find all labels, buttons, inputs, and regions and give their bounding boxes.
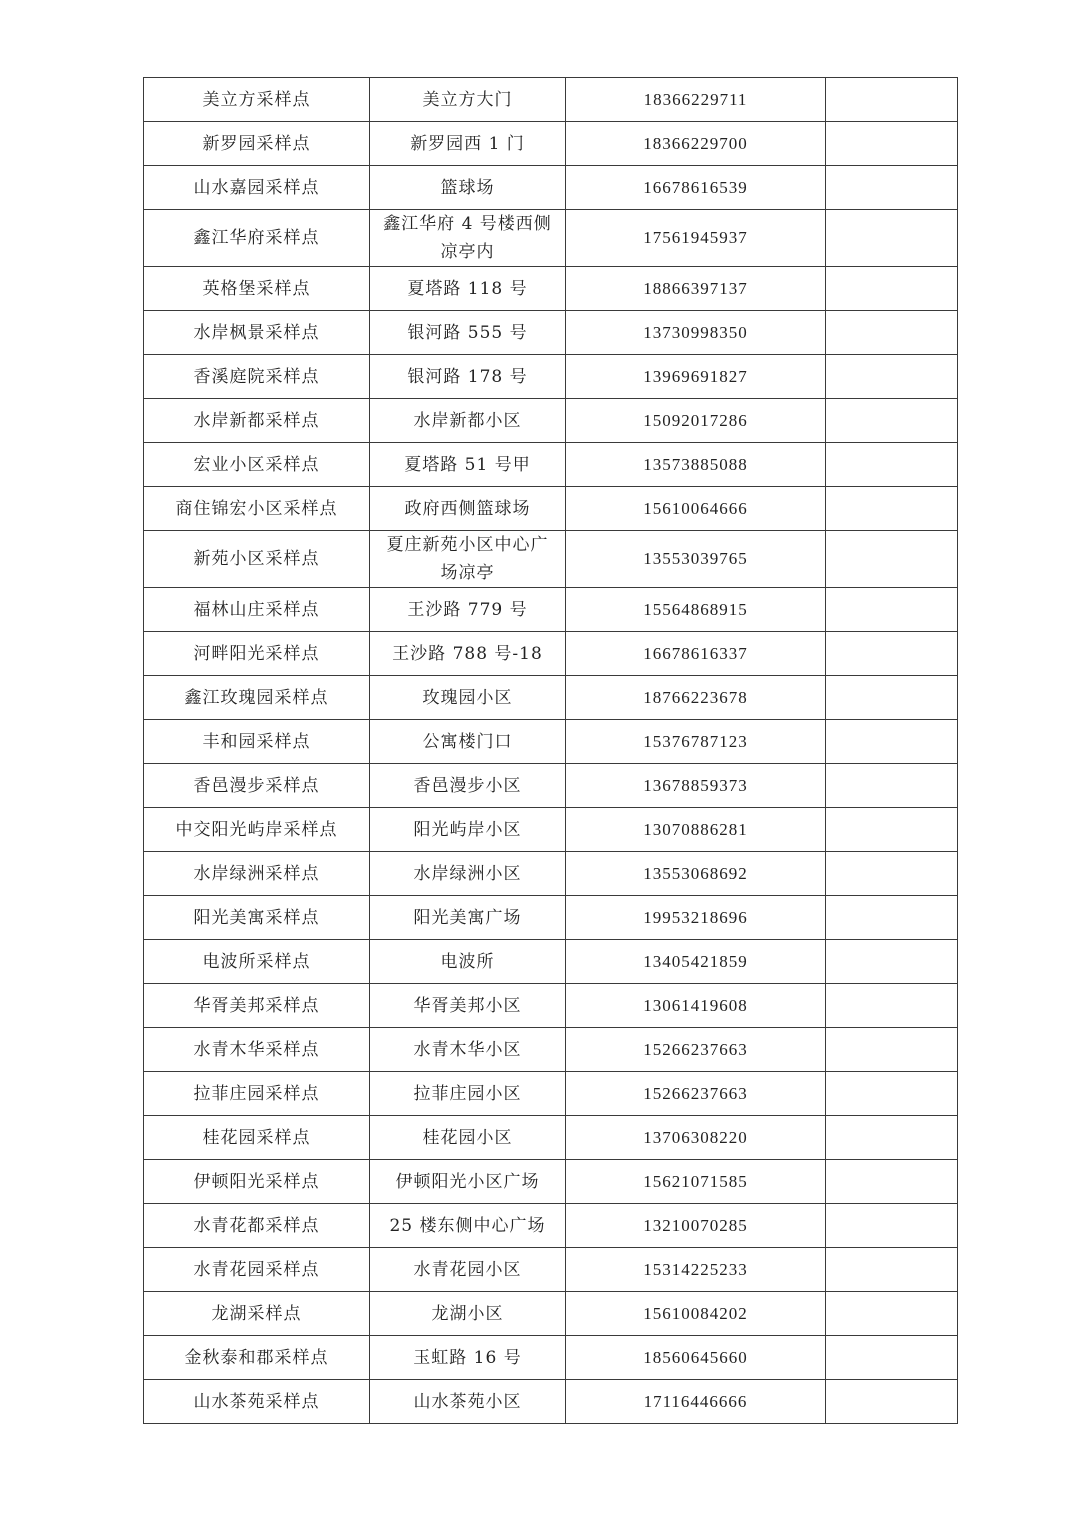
- address-text: 鑫江华府 4 号楼西侧凉亭内: [383, 214, 552, 262]
- note-cell: [826, 1248, 958, 1292]
- phone-cell: 13061419608: [566, 984, 826, 1028]
- phone-cell: 18866397137: [566, 267, 826, 311]
- phone-cell: 13730998350: [566, 311, 826, 355]
- note-cell: [826, 1204, 958, 1248]
- address-cell: [370, 1116, 566, 1160]
- address-cell: [370, 1380, 566, 1424]
- table-row: [144, 78, 958, 122]
- phone-cell: 13210070285: [566, 1204, 826, 1248]
- site-name-cell: 鑫江华府采样点: [144, 210, 370, 267]
- address-cell: [370, 1028, 566, 1072]
- site-name-cell: 中交阳光屿岸采样点: [144, 808, 370, 852]
- address-text: 伊顿阳光小区广场: [395, 1171, 540, 1192]
- address-text: 水岸绿洲小区: [413, 863, 522, 884]
- site-name-cell: 山水嘉园采样点: [144, 166, 370, 210]
- table-row: [144, 1028, 958, 1072]
- phone-cell: 15610084202: [566, 1292, 826, 1336]
- phone-cell: 18366229711: [566, 78, 826, 122]
- table-row: [144, 311, 958, 355]
- table-row: [144, 896, 958, 940]
- phone-cell: 13969691827: [566, 355, 826, 399]
- address-text: 龙湖小区: [431, 1303, 504, 1324]
- address-cell: [370, 676, 566, 720]
- address-cell: [370, 487, 566, 531]
- table-row: [144, 443, 958, 487]
- note-cell: [826, 808, 958, 852]
- table-row: [144, 676, 958, 720]
- address-cell: [370, 852, 566, 896]
- phone-cell: 15314225233: [566, 1248, 826, 1292]
- site-name-cell: 福林山庄采样点: [144, 588, 370, 632]
- table-row: [144, 1072, 958, 1116]
- site-name-cell: 拉菲庄园采样点: [144, 1072, 370, 1116]
- address-cell: [370, 764, 566, 808]
- site-name-cell: 水青木华采样点: [144, 1028, 370, 1072]
- table-row: [144, 531, 958, 588]
- note-cell: [826, 1116, 958, 1160]
- table-row: [144, 399, 958, 443]
- phone-cell: 17116446666: [566, 1380, 826, 1424]
- site-name-cell: 新罗园采样点: [144, 122, 370, 166]
- address-text: 山水茶苑小区: [413, 1391, 522, 1412]
- address-cell: [370, 122, 566, 166]
- phone-cell: 15266237663: [566, 1028, 826, 1072]
- phone-cell: 13573885088: [566, 443, 826, 487]
- note-cell: [826, 588, 958, 632]
- site-name-cell: 宏业小区采样点: [144, 443, 370, 487]
- table-row: [144, 632, 958, 676]
- site-name-cell: 商住锦宏小区采样点: [144, 487, 370, 531]
- address-cell: [370, 311, 566, 355]
- phone-cell: 15092017286: [566, 399, 826, 443]
- address-text: 夏庄新苑小区中心广场凉亭: [386, 535, 549, 583]
- table-row: [144, 588, 958, 632]
- note-cell: [826, 443, 958, 487]
- address-cell: [370, 896, 566, 940]
- table-row: [144, 984, 958, 1028]
- note-cell: [826, 355, 958, 399]
- note-cell: [826, 1028, 958, 1072]
- address-text: 银河路 555 号: [407, 322, 528, 343]
- table-row: [144, 487, 958, 531]
- note-cell: [826, 267, 958, 311]
- address-cell: [370, 1248, 566, 1292]
- site-name-cell: 山水茶苑采样点: [144, 1380, 370, 1424]
- note-cell: [826, 1292, 958, 1336]
- phone-cell: 19953218696: [566, 896, 826, 940]
- site-name-cell: 水青花园采样点: [144, 1248, 370, 1292]
- address-cell: [370, 399, 566, 443]
- note-cell: [826, 122, 958, 166]
- table-row: [144, 852, 958, 896]
- table-row: [144, 1204, 958, 1248]
- address-text: 王沙路 788 号-18: [392, 643, 543, 664]
- phone-cell: 15621071585: [566, 1160, 826, 1204]
- note-cell: [826, 1072, 958, 1116]
- phone-cell: 17561945937: [566, 210, 826, 267]
- table-row: [144, 122, 958, 166]
- note-cell: [826, 531, 958, 588]
- phone-cell: 15564868915: [566, 588, 826, 632]
- address-text: 新罗园西 1 门: [410, 133, 525, 154]
- sampling-sites-table: [143, 77, 958, 1424]
- note-cell: [826, 720, 958, 764]
- note-cell: [826, 1160, 958, 1204]
- address-text: 政府西侧篮球场: [404, 498, 531, 519]
- address-cell: [370, 355, 566, 399]
- address-cell: [370, 1072, 566, 1116]
- site-name-cell: 河畔阳光采样点: [144, 632, 370, 676]
- address-cell: [370, 984, 566, 1028]
- note-cell: [826, 1380, 958, 1424]
- note-cell: [826, 764, 958, 808]
- site-name-cell: 龙湖采样点: [144, 1292, 370, 1336]
- table-row: [144, 210, 958, 267]
- phone-cell: 13706308220: [566, 1116, 826, 1160]
- phone-cell: 13553068692: [566, 852, 826, 896]
- phone-cell: 18560645660: [566, 1336, 826, 1380]
- note-cell: [826, 896, 958, 940]
- table-row: [144, 1116, 958, 1160]
- table-row: [144, 720, 958, 764]
- note-cell: [826, 984, 958, 1028]
- address-text: 银河路 178 号: [407, 366, 528, 387]
- address-cell: [370, 1292, 566, 1336]
- table-row: [144, 166, 958, 210]
- table-row: [144, 1292, 958, 1336]
- phone-cell: 13678859373: [566, 764, 826, 808]
- site-name-cell: 鑫江玫瑰园采样点: [144, 676, 370, 720]
- site-name-cell: 华胥美邦采样点: [144, 984, 370, 1028]
- site-name-cell: 桂花园采样点: [144, 1116, 370, 1160]
- phone-cell: 15610064666: [566, 487, 826, 531]
- address-text: 拉菲庄园小区: [413, 1083, 522, 1104]
- table-row: [144, 1248, 958, 1292]
- site-name-cell: 金秋泰和郡采样点: [144, 1336, 370, 1380]
- table-body: [144, 78, 958, 1424]
- table-row: [144, 1380, 958, 1424]
- address-text: 王沙路 779 号: [407, 599, 528, 620]
- address-text: 华胥美邦小区: [413, 995, 522, 1016]
- address-cell: [370, 632, 566, 676]
- note-cell: [826, 676, 958, 720]
- address-text: 水岸新都小区: [413, 410, 522, 431]
- address-cell: [370, 166, 566, 210]
- phone-cell: 15376787123: [566, 720, 826, 764]
- phone-cell: 16678616539: [566, 166, 826, 210]
- address-text: 美立方大门: [422, 89, 513, 110]
- note-cell: [826, 1336, 958, 1380]
- note-cell: [826, 78, 958, 122]
- address-cell: [370, 588, 566, 632]
- address-text: 公寓楼门口: [422, 731, 513, 752]
- site-name-cell: 水青花都采样点: [144, 1204, 370, 1248]
- phone-cell: 18366229700: [566, 122, 826, 166]
- site-name-cell: 香溪庭院采样点: [144, 355, 370, 399]
- address-cell: [370, 443, 566, 487]
- address-cell: [370, 940, 566, 984]
- address-text: 夏塔路 51 号甲: [404, 454, 531, 475]
- table-row: [144, 267, 958, 311]
- phone-cell: 13070886281: [566, 808, 826, 852]
- phone-cell: 13405421859: [566, 940, 826, 984]
- address-cell: [370, 210, 566, 267]
- address-text: 电波所: [440, 951, 495, 972]
- address-cell: [370, 808, 566, 852]
- table-row: [144, 1336, 958, 1380]
- site-name-cell: 美立方采样点: [144, 78, 370, 122]
- note-cell: [826, 399, 958, 443]
- site-name-cell: 水岸新都采样点: [144, 399, 370, 443]
- address-text: 水青花园小区: [413, 1259, 522, 1280]
- address-text: 夏塔路 118 号: [407, 278, 528, 299]
- note-cell: [826, 852, 958, 896]
- address-cell: [370, 78, 566, 122]
- address-text: 篮球场: [440, 177, 495, 198]
- address-text: 玫瑰园小区: [422, 687, 513, 708]
- phone-cell: 15266237663: [566, 1072, 826, 1116]
- note-cell: [826, 940, 958, 984]
- site-name-cell: 水岸枫景采样点: [144, 311, 370, 355]
- table-row: [144, 808, 958, 852]
- phone-cell: 16678616337: [566, 632, 826, 676]
- phone-cell: 18766223678: [566, 676, 826, 720]
- note-cell: [826, 210, 958, 267]
- address-text: 香邑漫步小区: [413, 775, 522, 796]
- address-text: 桂花园小区: [422, 1127, 513, 1148]
- address-text: 25 楼东侧中心广场: [389, 1215, 546, 1236]
- site-name-cell: 水岸绿洲采样点: [144, 852, 370, 896]
- site-name-cell: 香邑漫步采样点: [144, 764, 370, 808]
- site-name-cell: 英格堡采样点: [144, 267, 370, 311]
- note-cell: [826, 311, 958, 355]
- table-row: [144, 1160, 958, 1204]
- note-cell: [826, 632, 958, 676]
- note-cell: [826, 166, 958, 210]
- address-cell: [370, 1336, 566, 1380]
- address-cell: [370, 1204, 566, 1248]
- address-text: 水青木华小区: [413, 1039, 522, 1060]
- address-cell: [370, 531, 566, 588]
- phone-cell: 13553039765: [566, 531, 826, 588]
- table-row: [144, 355, 958, 399]
- address-text: 阳光屿岸小区: [413, 819, 522, 840]
- site-name-cell: 伊顿阳光采样点: [144, 1160, 370, 1204]
- table-row: [144, 764, 958, 808]
- address-text: 玉虹路 16 号: [413, 1347, 522, 1368]
- address-text: 阳光美寓广场: [413, 907, 522, 928]
- address-cell: [370, 267, 566, 311]
- address-cell: [370, 1160, 566, 1204]
- site-name-cell: 阳光美寓采样点: [144, 896, 370, 940]
- site-name-cell: 电波所采样点: [144, 940, 370, 984]
- note-cell: [826, 487, 958, 531]
- address-cell: [370, 720, 566, 764]
- site-name-cell: 丰和园采样点: [144, 720, 370, 764]
- table-row: [144, 940, 958, 984]
- site-name-cell: 新苑小区采样点: [144, 531, 370, 588]
